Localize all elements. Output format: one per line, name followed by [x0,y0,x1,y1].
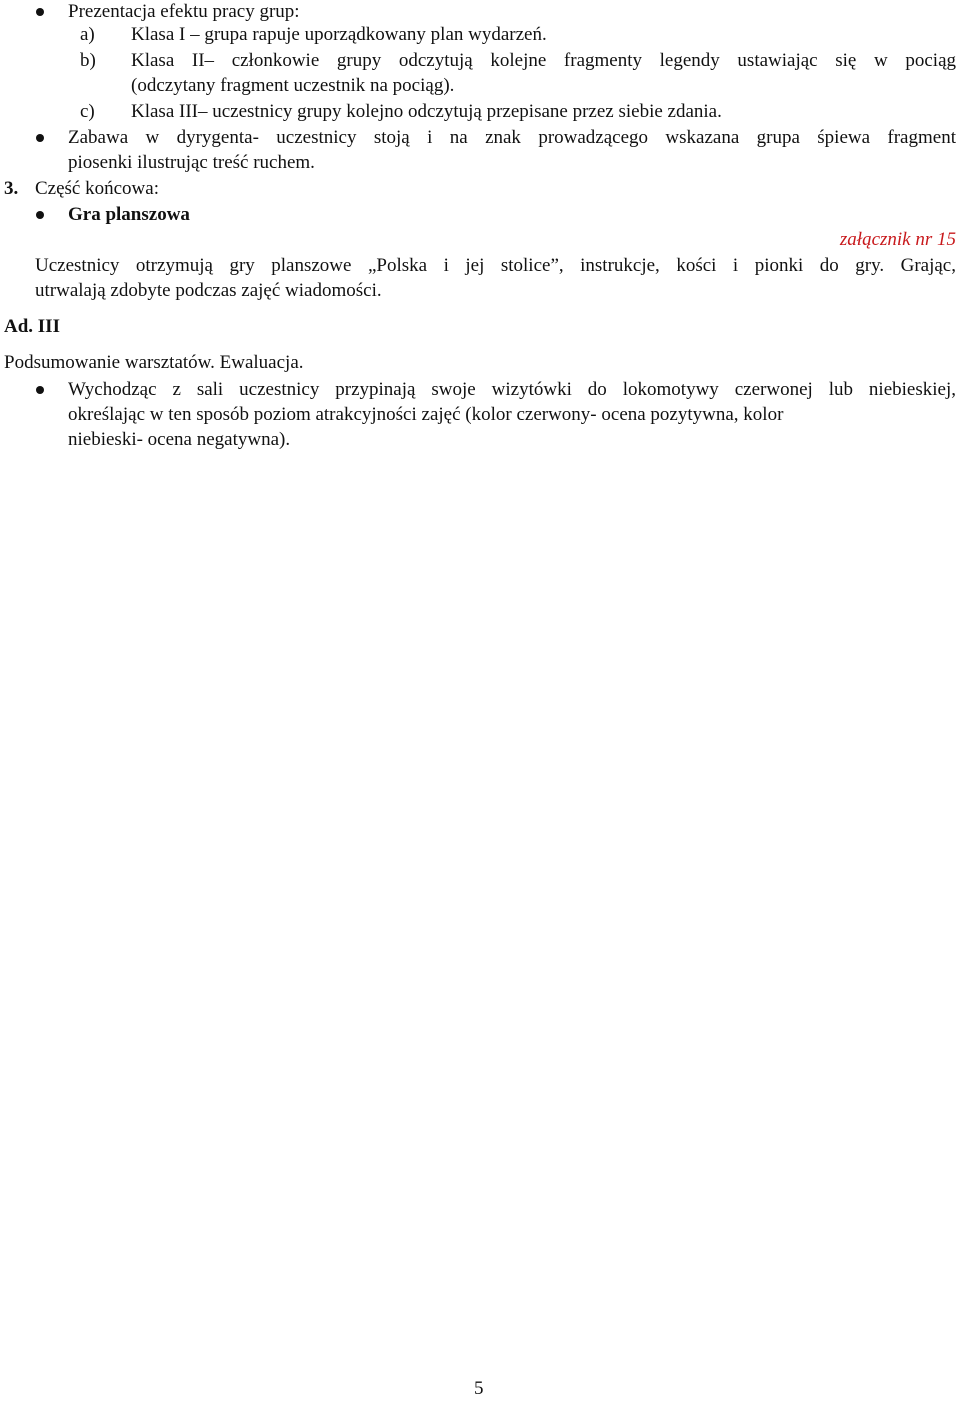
bullet-dot-icon [36,134,44,142]
list-item-b-text-line2: (odczytany fragment uczestnik na pociąg). [131,75,455,96]
conductor-bullet-line1: Zabawa w dyrygenta- uczestnicy stoją i na znak prowadzącego wskazana grupa śpiewa fragment [68,127,956,148]
summary-line: Podsumowanie warsztatów. Ewaluacja. [4,352,304,373]
annex-reference: załącznik nr 15 [839,229,956,250]
ad-heading: Ad. III [4,316,60,337]
page-number: 5 [474,1378,484,1399]
evaluation-bullet-line3: niebieski- ocena negatywna). [68,429,291,450]
list-item-a-text: Klasa I – grupa rapuje uporządkowany plan wydarzeń. [131,24,547,45]
list-item-marker-b: b) [80,50,96,71]
game-paragraph-line1: Uczestnicy otrzymują gry planszowe „Polska i jej stolice”, instrukcje, kości i pionki do gry. Grając, [35,255,956,276]
bullet-dot-icon [36,8,44,16]
conductor-bullet-line2: piosenki ilustrując treść ruchem. [68,152,315,173]
presentation-bullet-text: Prezentacja efektu pracy grup: [68,1,300,22]
evaluation-bullet-line2: określając w ten sposób poziom atrakcyjności zajęć (kolor czerwony- ocena pozytywna, kolor [68,404,784,425]
list-item-b-text-line1: Klasa II– członkowie grupy odczytują kolejne fragmenty legendy ustawiając się w pociąg [131,50,956,71]
game-paragraph-line2: utrwalają zdobyte podczas zajęć wiadomości. [35,280,382,301]
game-bullet-text: Gra planszowa [68,204,190,225]
list-item-marker-a: a) [80,24,95,45]
evaluation-bullet-line1: Wychodząc z sali uczestnicy przypinają swoje wizytówki do lokomotywy czerwonej lub niebieskiej, [68,379,956,400]
section-number: 3. [4,178,19,199]
section-title: Część końcowa: [35,178,159,199]
list-item-marker-c: c) [80,101,95,122]
list-item-c-text: Klasa III– uczestnicy grupy kolejno odczytują przepisane przez siebie zdania. [131,101,722,122]
bullet-dot-icon [36,211,44,219]
bullet-dot-icon [36,386,44,394]
